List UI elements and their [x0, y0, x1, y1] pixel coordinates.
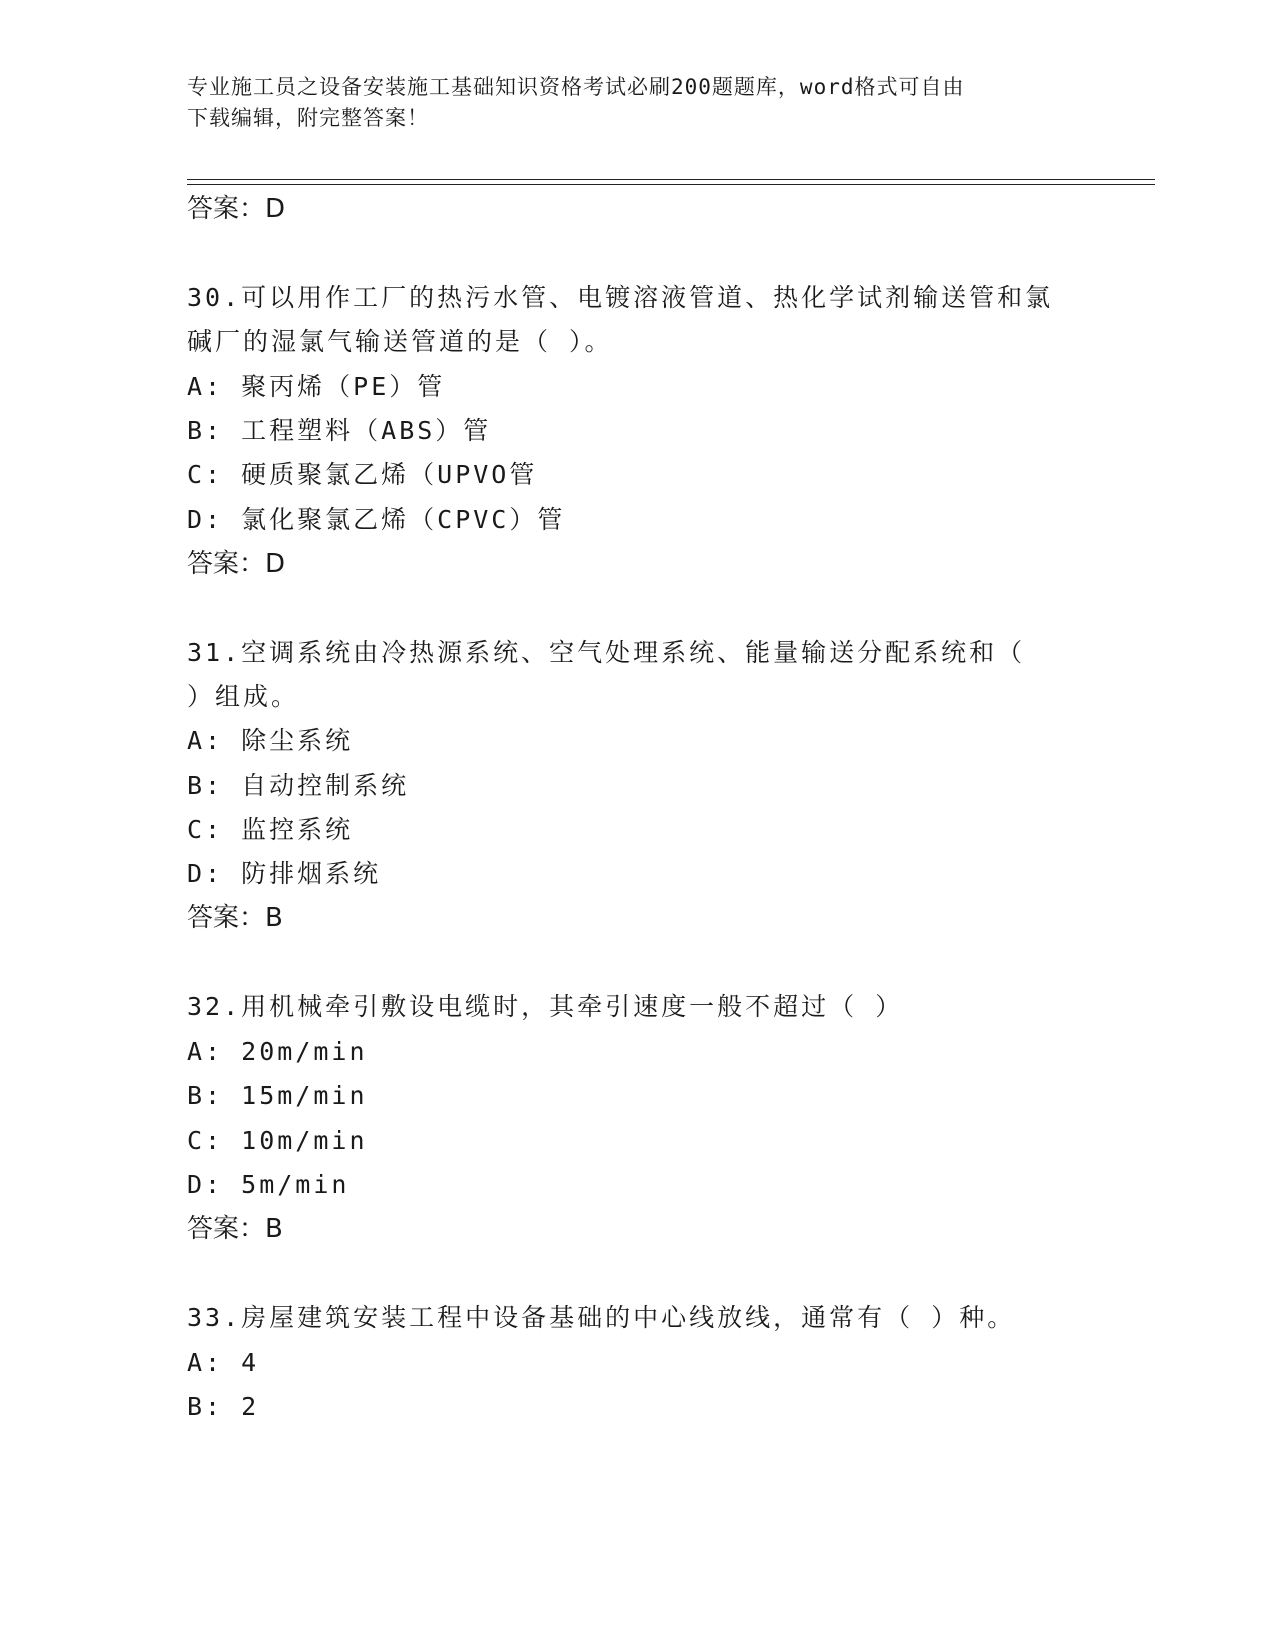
question-32-option-c: C: 10m/min — [187, 1126, 368, 1155]
question-33-option-a: A: 4 — [187, 1348, 260, 1377]
question-30-option-d: D: 氯化聚氯乙烯（CPVC）管 — [187, 505, 566, 534]
question-32-stem-line-1: 32.用机械牵引敷设电缆时，其牵引速度一般不超过（ ） — [187, 992, 904, 1021]
question-30-stem-line-2: 碱厂的湿氯气输送管道的是（ ）。 — [187, 327, 613, 356]
question-30-option-a: A: 聚丙烯（PE）管 — [187, 372, 446, 401]
previous-answer: 答案：D — [187, 194, 286, 224]
question-31-stem-line-2: ）组成。 — [187, 682, 300, 711]
header-rule-bottom — [187, 184, 1155, 185]
question-31-answer: 答案：B — [187, 903, 283, 933]
question-32-option-d: D: 5m/min — [187, 1170, 350, 1199]
question-33-stem-line-1: 33.房屋建筑安装工程中设备基础的中心线放线，通常有（ ）种。 — [187, 1303, 1016, 1332]
question-31-option-c: C: 监控系统 — [187, 815, 354, 844]
question-31-option-a: A: 除尘系统 — [187, 726, 354, 755]
question-31-stem-line-1: 31.空调系统由冷热源系统、空气处理系统、能量输送分配系统和（ — [187, 638, 1026, 667]
question-31-option-d: D: 防排烟系统 — [187, 859, 382, 888]
header-line-1: 专业施工员之设备安装施工基础知识资格考试必刷200题题库，word格式可自由 — [187, 75, 965, 99]
document-header — [187, 72, 1067, 134]
question-30-option-c: C: 硬质聚氯乙烯（UPVO管 — [187, 460, 538, 489]
question-30-option-b: B: 工程塑料（ABS）管 — [187, 416, 492, 445]
question-32-option-b: B: 15m/min — [187, 1081, 368, 1110]
question-30-answer: 答案：D — [187, 549, 286, 579]
header-rule-top — [187, 179, 1155, 180]
question-30-stem-line-1: 30.可以用作工厂的热污水管、电镀溶液管道、热化学试剂输送管和氯 — [187, 283, 1054, 312]
question-31-option-b: B: 自动控制系统 — [187, 771, 410, 800]
header-line-2: 下载编辑，附完整答案！ — [187, 106, 429, 130]
question-32-answer: 答案：B — [187, 1214, 283, 1244]
question-33-option-b: B: 2 — [187, 1392, 260, 1421]
question-32-option-a: A: 20m/min — [187, 1037, 368, 1066]
